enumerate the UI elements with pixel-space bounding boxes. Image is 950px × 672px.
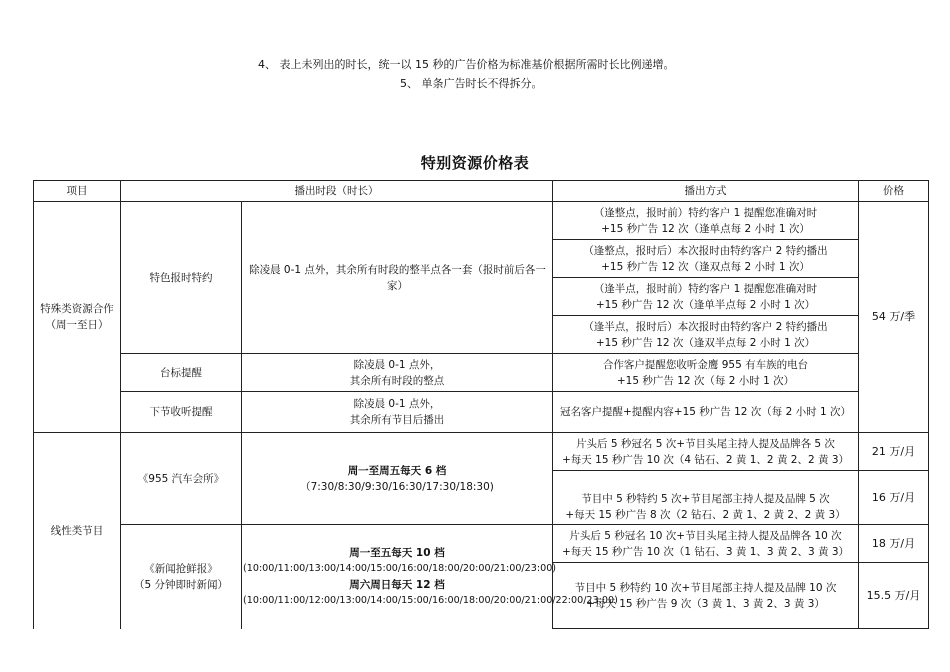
category-programs: 线性类节目 xyxy=(34,433,121,629)
method-station-reminder: 合作客户提醒您收听金鹰 955 有车族的电台 +15 秒广告 12 次（每 2 小时 1 次） xyxy=(553,354,859,392)
time-report-sponsor: 除凌晨 0-1 点外，其余所有时段的整半点各一套（报时前后各一家） xyxy=(242,202,553,354)
header-price: 价格 xyxy=(859,181,929,202)
table-row xyxy=(34,525,929,563)
note-5: 5、 单条广告时长不得拆分。 xyxy=(400,77,543,90)
price-club-2: 16 万/月 xyxy=(859,471,929,525)
time-news: 周一至五每天 10 档 (10:00/11:00/13:00/14:00/15:00/16:00/18:00/20:00/21:00/23:00) 周六周日每天 12 档 (10:00/11:00/12:00/13:00/14:00/15:00/16:00/18:00/20:00/21:00/22:00/23:00) xyxy=(242,525,553,629)
method-next-reminder: 冠名客户提醒+提醒内容+15 秒广告 12 次（每 2 小时 1 次） xyxy=(553,392,859,433)
table-row xyxy=(34,392,929,433)
table-row xyxy=(34,202,929,240)
note-4: 4、 表上未列出的时长，统一以 15 秒的广告价格为标准基价根据所需时长比例递增。 xyxy=(258,58,675,71)
time-station-reminder: 除凌晨 0-1 点外， 其余所有时段的整点 xyxy=(242,354,553,392)
price-club-1: 21 万/月 xyxy=(859,433,929,471)
method-news-1: 片头后 5 秒冠名 10 次+节目头尾主持人提及品牌各 10 次 +每天 15 秒广告 10 次（1 钻石、3 黄 1、3 黄 2、3 黄 3） xyxy=(553,525,859,563)
method-report-1: （逢整点，报时前）特约客户 1 提醒您准确对时 +15 秒广告 12 次（逢单点每 2 小时 1 次） xyxy=(553,202,859,240)
price-special: 54 万/季 xyxy=(859,202,929,433)
item-report-sponsor: 特色报时特约 xyxy=(121,202,242,354)
method-news-2: 节目中 5 秒特约 10 次+节目尾部主持人提及品牌 10 次 +每天 15 秒广告 9 次（3 黄 1、3 黄 2、3 黄 3） xyxy=(553,563,859,629)
item-news: 《新闻抢鲜报》 （5 分钟即时新闻） xyxy=(121,525,242,629)
table-title: 特别资源价格表 xyxy=(420,154,530,172)
time-club: 周一至周五每天 6 档 （7:30/8:30/9:30/16:30/17:30/18:30) xyxy=(242,433,553,525)
price-news-1: 18 万/月 xyxy=(859,525,929,563)
header-method: 播出方式 xyxy=(553,181,859,202)
table-row xyxy=(34,433,929,471)
header-row xyxy=(34,181,929,202)
item-club: 《955 汽车会所》 xyxy=(121,433,242,525)
method-report-4: （逢半点，报时后）本次报时由特约客户 2 特约播出 +15 秒广告 12 次（逢双半点每 2 小时 1 次） xyxy=(553,316,859,354)
method-report-3: （逢半点，报时前）特约客户 1 提醒您准确对时 +15 秒广告 12 次（逢单半点每 2 小时 1 次） xyxy=(553,278,859,316)
table-row xyxy=(34,354,929,392)
method-report-2: （逢整点，报时后）本次报时由特约客户 2 特约播出 +15 秒广告 12 次（逢双点每 2 小时 1 次） xyxy=(553,240,859,278)
header-time: 播出时段（时长） xyxy=(121,181,553,202)
price-news-2: 15.5 万/月 xyxy=(859,563,929,629)
category-special: 特殊类资源合作 （周一至日） xyxy=(34,202,121,433)
header-item: 项目 xyxy=(34,181,121,202)
item-station-reminder: 台标提醒 xyxy=(121,354,242,392)
method-club-1: 片头后 5 秒冠名 5 次+节目头尾主持人提及品牌各 5 次 +每天 15 秒广告 10 次（4 钻石、2 黄 1、2 黄 2、2 黄 3） xyxy=(553,433,859,471)
method-club-2: 节目中 5 秒特约 5 次+节目尾部主持人提及品牌 5 次 +每天 15 秒广告 8 次（2 钻石、2 黄 1、2 黄 2、2 黄 3） xyxy=(553,471,859,525)
item-next-reminder: 下节收听提醒 xyxy=(121,392,242,433)
price-table xyxy=(33,180,929,629)
time-next-reminder: 除凌晨 0-1 点外， 其余所有节目后播出 xyxy=(242,392,553,433)
